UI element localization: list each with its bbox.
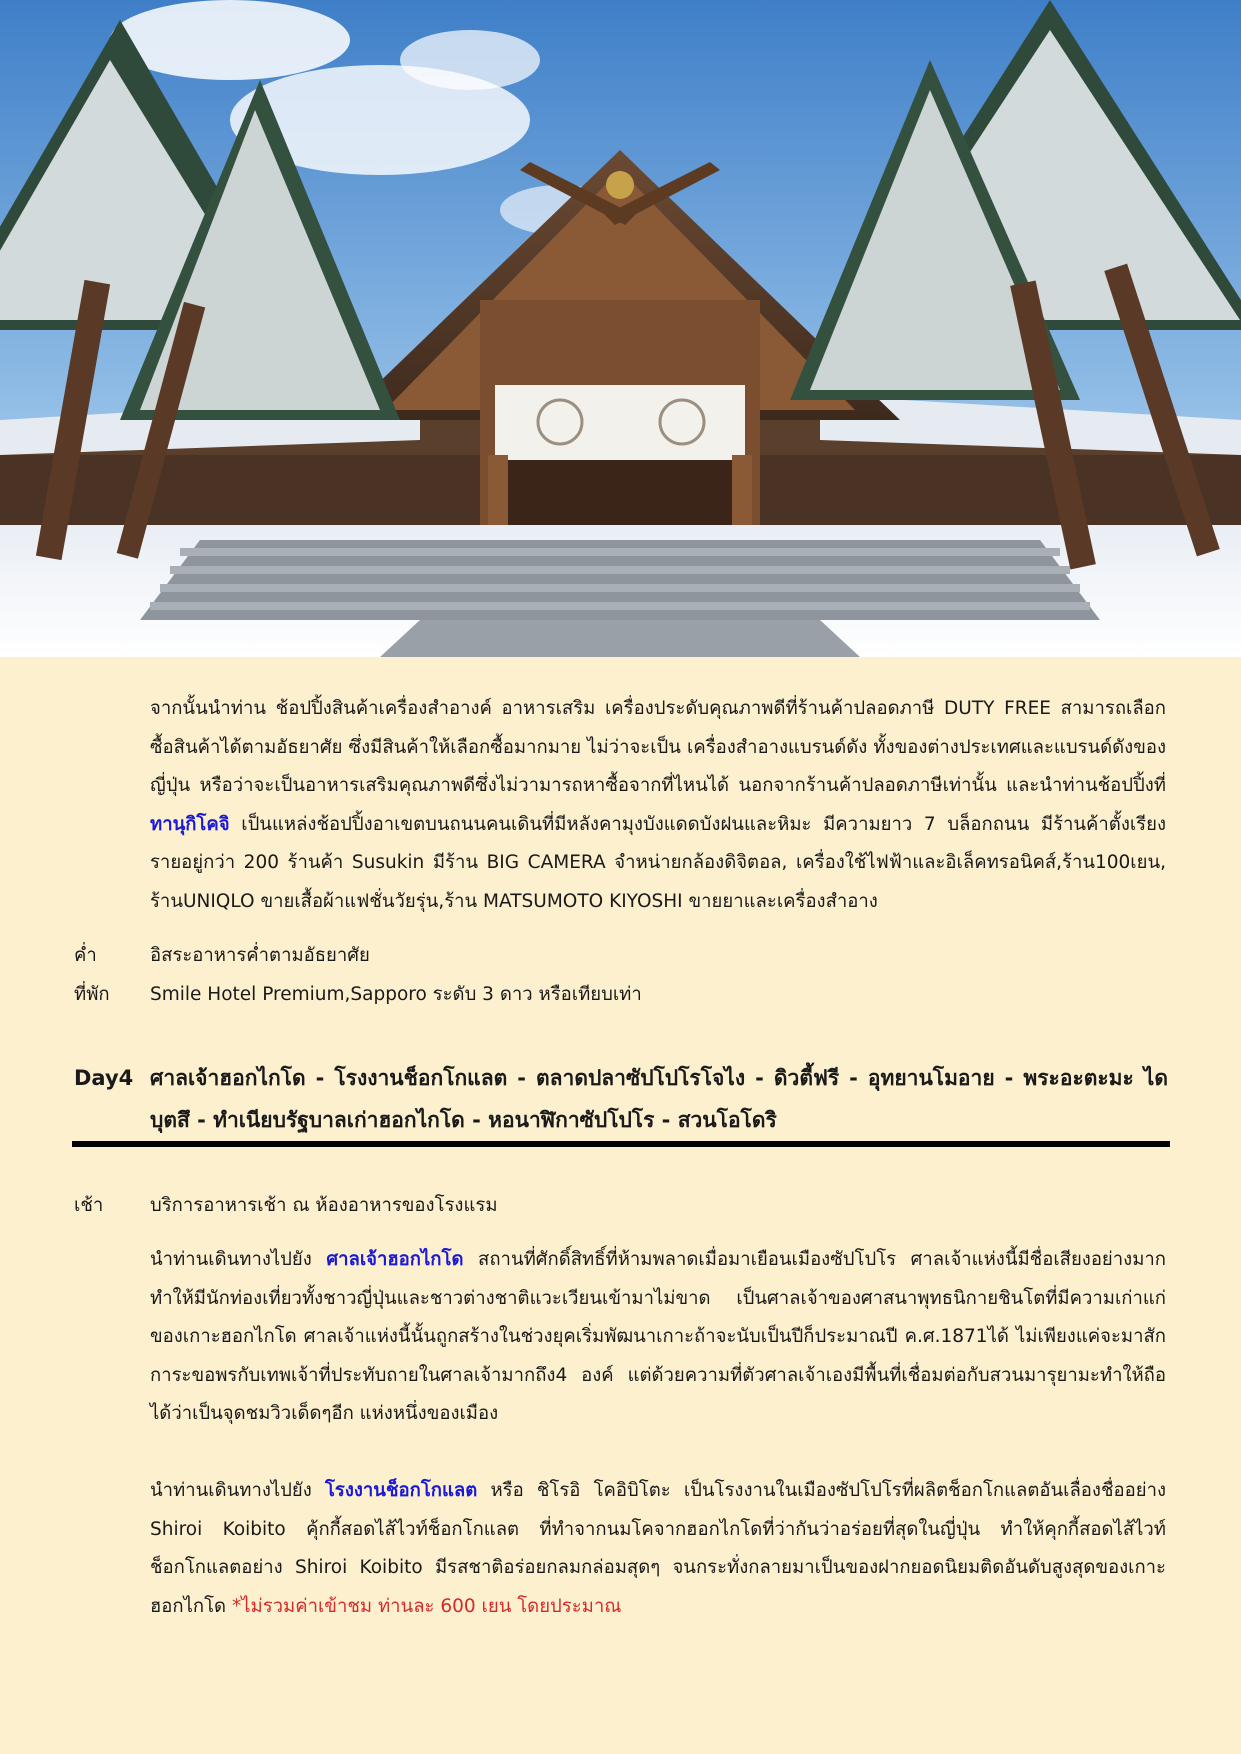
paragraph3-intro: นำท่านเดินทางไปยัง bbox=[150, 1480, 325, 1501]
section-divider bbox=[72, 1141, 1170, 1147]
hero-photo bbox=[0, 0, 1241, 657]
tanukikoji-highlight: ทานุกิโคจิ bbox=[150, 813, 230, 835]
paragraph1-text-before: จากนั้นนำท่าน ช้อปปิ้งสินค้าเครื่องสำอางค์ อาหารเสริม เครื่องประดับคุณภาพดีที่ร้านค้าปลอดภาษี DUTY FREE สามารถเลือกซื้อสินค้าได้ตามอัธยาศัย ซึ่งมีสินค้าให้เลือกซื้อมากมาย ไม่ว่าจะเป็น เครื่องสำอางแบรนด์ดัง ทั้งของต่างประเทศและแบรนด์ดังของญี่ปุ่น หรือว่าจะเป็นอาหารเสริมคุณภาพดีซึ่งไม่วามารถหาซื้อจากที่ไหนได้ นอกจากร้านค้าปลอดภาษีเท่านั้น และนำท่านช้อปปิ้งที่ bbox=[150, 698, 1166, 796]
chocolate-factory-paragraph bbox=[150, 1472, 1166, 1626]
day-title: ศาลเจ้าฮอกไกโด - โรงงานช็อกโกแลต - ตลาดปลาซัปโปโรโจไง - ดิวตี้ฟรี - อุทยานโมอาย - พระอะตะมะ ไดบุตสึ - ทำเนียบรัฐบาลเก่าฮอกไกโด - หอนาฬิกาซัปโปโร - สวนโอโดริ bbox=[150, 1066, 1168, 1132]
paragraph2-text: สถานที่ศักดิ์สิทธิ์ที่ห้ามพลาดเมื่อมาเยือนเมืองซัปโปโร ศาลเจ้าแห่งนี้มีชื่อเสียงอย่างมาก ทำให้มีนักท่องเที่ยวทั้งชาวญี่ปุ่นและชาวต่างชาติแวะเวียนเข้ามาไม่ขาด เป็นศาลเจ้าของศาสนาพุทธนิกายชินโตที่มีความเก่าแก่ของเกาะฮอกไกโด ศาลเจ้าแห่งนี้นั้นถูกสร้างในช่วงยุคเริ่มพัฒนาเกาะถ้าจะนับเป็นปีก็ประมาณปี ค.ศ.1871ได้ ไม่เพียงแค่จะมาสักการะขอพรกับเทพเจ้าที่ประทับถายในศาลเจ้ามากถึง4 องค์ แต่ด้วยความที่ตัวศาลเจ้าเองมีพื้นที่เชื่อมต่อกับสวนมารุยามะทำให้ถือได้ว่าเป็นจุดชมวิวเด็ดๆอีก แห่งหนึ่งของเมือง bbox=[150, 1249, 1166, 1424]
shrine-paragraph bbox=[150, 1241, 1166, 1434]
breakfast-text: บริการอาหารเช้า ณ ห้องอาหารของโรงแรม bbox=[150, 1195, 498, 1216]
hokkaido-shrine-image bbox=[0, 0, 1241, 657]
shrine-highlight: ศาลเจ้าฮอกไกโด bbox=[326, 1249, 464, 1270]
paragraph1-text-after: เป็นแหล่งช้อปปิ้งอาเขตบนถนนคนเดินที่มีหลังคามุงบังแดดบังฝนและหิมะ มีความยาว 7 บล็อกถนน มีร้านค้าตั้งเรียงรายอยู่กว่า 200 ร้านค้า Susukin มีร้าน BIG CAMERA จำหน่ายกล้องดิจิตอล, เครื่องใช้ไฟฟ้าและอิเล็คทรอนิคส์,ร้าน100เยน, ร้านUNIQLO ขายเสื้อผ้าแฟชั่นวัยรุ่น,ร้าน MATSUMOTO KIYOSHI ขายยาและเครื่องสำอาง bbox=[150, 813, 1166, 912]
paragraph2-intro: นำท่านเดินทางไปยัง bbox=[150, 1249, 327, 1270]
dinner-label: ค่ำ bbox=[74, 945, 97, 966]
hotel-label: ที่พัก bbox=[74, 984, 110, 1005]
admission-note: *ไม่รวมค่าเข้าชม ท่านละ 600 เยน โดยประมาณ bbox=[231, 1595, 622, 1617]
paragraph3-text: หรือ ชิโรอิ โคอิบิโตะ เป็นโรงงานในเมืองซัปโปโรที่ผลิตช็อกโกแลตอันเลื่องชื่ออย่าง Shiroi Koibito คุ้กกี้สอดไส้ไวท์ช็อกโกแลต ที่ทำจากนมโคจากฮอกไกโดที่ว่ากันว่าอร่อยที่สุดในญี่ปุ่น ทำให้คุกกี้สอดไส้ไวท์ช็อกโกแลตอย่าง Shiroi Koibito มีรสชาติอร่อยกลมกล่อมสุดๆ จนกระทั่งกลายมาเป็นของฝากยอดนิยมติดอันดับสูงสุดของเกาะฮอกไกโด bbox=[150, 1480, 1166, 1617]
day-label: Day4 bbox=[74, 1066, 134, 1090]
hotel-text: Smile Hotel Premium,Sapporo ระดับ 3 ดาว หรือเทียบเท่า bbox=[150, 984, 642, 1005]
chocolate-factory-highlight: โรงงานช็อกโกแลต bbox=[324, 1480, 478, 1501]
dinner-text: อิสระอาหารค่ำตามอัธยาศัย bbox=[150, 945, 370, 966]
duty-free-paragraph bbox=[150, 690, 1166, 921]
breakfast-label: เช้า bbox=[74, 1195, 104, 1216]
